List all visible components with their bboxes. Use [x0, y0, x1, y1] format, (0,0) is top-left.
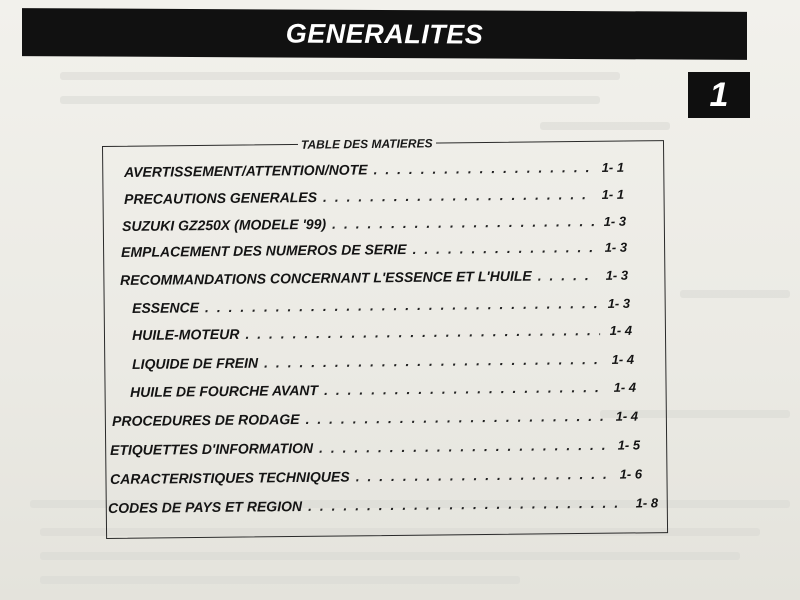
toc-entry-label: CODES DE PAYS ET REGION — [108, 497, 303, 516]
bleed-through-line — [60, 72, 620, 80]
toc-leader-dots — [538, 267, 596, 284]
bleed-through-line — [40, 552, 740, 560]
toc-entry-page: 1- 1 — [601, 186, 625, 202]
toc-entry-label: SUZUKI GZ250X (MODELE '99) — [122, 215, 327, 234]
toc-entry-page: 1- 6 — [619, 466, 643, 482]
toc-entry-label: EMPLACEMENT DES NUMEROS DE SERIE — [121, 241, 407, 260]
toc-entry-page: 1- 4 — [611, 351, 635, 367]
toc-entry-page: 1- 3 — [603, 213, 627, 229]
toc-entry-label: CARACTERISTIQUES TECHNIQUES — [110, 468, 350, 487]
toc-entry-label: HUILE-MOTEUR — [132, 325, 240, 343]
toc-leader-dots — [332, 213, 594, 232]
toc-entry-page: 1- 8 — [635, 495, 659, 511]
toc-leader-dots — [305, 408, 605, 427]
toc-entry-page: 1- 4 — [615, 408, 639, 424]
toc-entry-page: 1- 1 — [601, 159, 625, 175]
toc-leader-dots — [356, 466, 610, 485]
bleed-through-line — [60, 96, 600, 104]
toc-entry-label: RECOMMANDATIONS CONCERNANT L'ESSENCE ET L'HUILE — [120, 267, 532, 288]
toc-title: TABLE DES MATIERES — [298, 136, 436, 151]
toc-entry-label: AVERTISSEMENT/ATTENTION/NOTE — [124, 161, 368, 180]
toc-entry-label: ESSENCE — [132, 299, 200, 316]
toc-entry-page: 1- 4 — [609, 322, 633, 338]
chapter-number-tab — [688, 72, 750, 118]
bleed-through-line — [680, 290, 790, 298]
toc-entry-label: PRECAUTIONS GENERALES — [124, 188, 318, 207]
toc-leader-dots — [308, 495, 626, 514]
toc-entry-page: 1- 3 — [607, 295, 631, 312]
toc-leader-dots — [412, 239, 594, 257]
toc-leader-dots — [323, 186, 592, 205]
toc-leader-dots — [373, 159, 591, 177]
bleed-through-line — [540, 122, 670, 130]
toc-entry-label: HUILE DE FOURCHE AVANT — [130, 382, 319, 400]
toc-entry-label: LIQUIDE DE FREIN — [132, 354, 259, 372]
section-header-bar — [22, 8, 747, 60]
toc-leader-dots — [324, 379, 604, 398]
chapter-number: 1 — [709, 75, 729, 114]
section-title: GENERALITES — [285, 17, 484, 50]
toc-entry-page: 1- 3 — [605, 267, 629, 283]
toc-entry-label: ETIQUETTES D'INFORMATION — [110, 439, 314, 458]
toc-entry-label: PROCEDURES DE RODAGE — [112, 411, 300, 429]
toc-entry-page: 1- 4 — [613, 379, 637, 395]
toc-entry-page: 1- 3 — [604, 239, 628, 255]
toc-entry-page: 1- 5 — [617, 437, 641, 453]
toc-leader-dots — [319, 437, 608, 456]
bleed-through-line — [40, 576, 520, 584]
